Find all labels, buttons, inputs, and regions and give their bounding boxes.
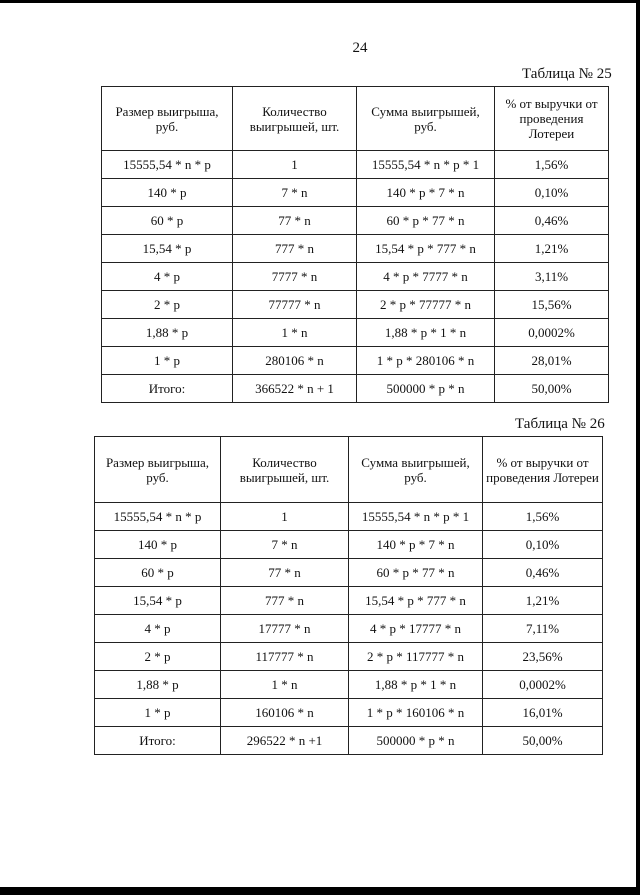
table-cell: 1,88 * p [95,671,221,699]
table-row [102,319,609,347]
table-row [95,671,603,699]
table-row [95,615,603,643]
table-cell: 4 * p * 17777 * n [349,615,483,643]
table-cell: 1 * p * 160106 * n [349,699,483,727]
table-cell: 60 * p [102,207,233,235]
table-row [102,291,609,319]
table-cell: 4 * p [102,263,233,291]
table-cell: 500000 * p * n [357,375,495,403]
table-row [102,347,609,375]
table-cell: 3,11% [495,263,609,291]
table-row [102,179,609,207]
table-cell: 1,88 * p * 1 * n [357,319,495,347]
table-cell: 2 * p [95,643,221,671]
table-cell: 1,56% [495,151,609,179]
table-cell: 1,88 * p [102,319,233,347]
table-cell: 0,0002% [495,319,609,347]
scan-edge-right [636,0,640,895]
table-cell: 15555,54 * n * p * 1 [349,503,483,531]
table-cell: 2 * p [102,291,233,319]
table-cell: 117777 * n [221,643,349,671]
table-row [102,207,609,235]
table-header-row [102,87,609,151]
table-cell: 15,54 * p [102,235,233,263]
table-cell: 0,0002% [483,671,603,699]
table-cell: 140 * p [102,179,233,207]
winnings-table [94,436,603,755]
table-cell: 15,54 * p [95,587,221,615]
table-row [95,587,603,615]
table-row [102,235,609,263]
table-cell: 7 * n [221,531,349,559]
scan-edge-bottom [0,887,640,895]
table-cell: 1 * p * 280106 * n [357,347,495,375]
table-cell: 15555,54 * n * p [102,151,233,179]
table-cell: 50,00% [483,727,603,755]
table-row [95,559,603,587]
table-cell: 140 * p * 7 * n [357,179,495,207]
table-cell: 16,01% [483,699,603,727]
table-header-row [95,437,603,503]
table-cell: 500000 * p * n [349,727,483,755]
table-row [95,531,603,559]
table-cell: 0,10% [483,531,603,559]
table-cell: Итого: [102,375,233,403]
winnings-table [101,86,609,403]
header-cell: Размер выигрыша, руб. [95,437,221,503]
table-cell: 60 * p [95,559,221,587]
table-cell: 77 * n [233,207,357,235]
table-cell: 1,88 * p * 1 * n [349,671,483,699]
table-cell: 140 * p * 7 * n [349,531,483,559]
table-row [95,699,603,727]
table-cell: 15,54 * p * 777 * n [349,587,483,615]
table-cell: 17777 * n [221,615,349,643]
table-cell: 1 * p [102,347,233,375]
table-cell: 15555,54 * n * p [95,503,221,531]
table-cell: 15,54 * p * 777 * n [357,235,495,263]
table-cell: 1,56% [483,503,603,531]
table-cell: 77 * n [221,559,349,587]
table-row [102,151,609,179]
table-cell: 777 * n [233,235,357,263]
table-cell: 1 [221,503,349,531]
table-cell: 1 * p [95,699,221,727]
table-cell: 60 * p * 77 * n [357,207,495,235]
table-cell: 4 * p * 7777 * n [357,263,495,291]
table-total-row [102,375,609,403]
header-cell: Количество выигрышей, шт. [233,87,357,151]
table-cell: 0,46% [495,207,609,235]
table-cell: 60 * p * 77 * n [349,559,483,587]
table-cell: 2 * p * 117777 * n [349,643,483,671]
table-cell: 1 * n [233,319,357,347]
header-cell: Размер выигрыша, руб. [102,87,233,151]
table-cell: 140 * p [95,531,221,559]
table-cell: 7 * n [233,179,357,207]
table-cell: 50,00% [495,375,609,403]
table-cell: 23,56% [483,643,603,671]
table-cell: 4 * p [95,615,221,643]
page-number: 24 [352,40,368,56]
table-cell: 0,46% [483,559,603,587]
table-cell: 1 * n [221,671,349,699]
table-row [95,503,603,531]
table-total-row [95,727,603,755]
header-cell: Сумма выигрышей, руб. [349,437,483,503]
header-cell: % от выручки от проведения Лотереи [495,87,609,151]
scan-edge-top [0,0,640,3]
table-cell: 77777 * n [233,291,357,319]
table-cell: 15,56% [495,291,609,319]
table-cell: 1,21% [495,235,609,263]
table-cell: 160106 * n [221,699,349,727]
table-cell: Итого: [95,727,221,755]
header-cell: Сумма выигрышей, руб. [357,87,495,151]
table-caption: Таблица № 26 [515,416,605,432]
table-cell: 7,11% [483,615,603,643]
table-cell: 280106 * n [233,347,357,375]
table-cell: 7777 * n [233,263,357,291]
table-cell: 1,21% [483,587,603,615]
table-cell: 366522 * n + 1 [233,375,357,403]
table-cell: 1 [233,151,357,179]
table-cell: 2 * p * 77777 * n [357,291,495,319]
header-cell: Количество выигрышей, шт. [221,437,349,503]
table-cell: 28,01% [495,347,609,375]
table-cell: 15555,54 * n * p * 1 [357,151,495,179]
table-cell: 296522 * n +1 [221,727,349,755]
table-cell: 777 * n [221,587,349,615]
header-cell: % от выручки от проведения Лотереи [483,437,603,503]
table-row [95,643,603,671]
table-cell: 0,10% [495,179,609,207]
table-row [102,263,609,291]
table-caption: Таблица № 25 [522,66,612,82]
